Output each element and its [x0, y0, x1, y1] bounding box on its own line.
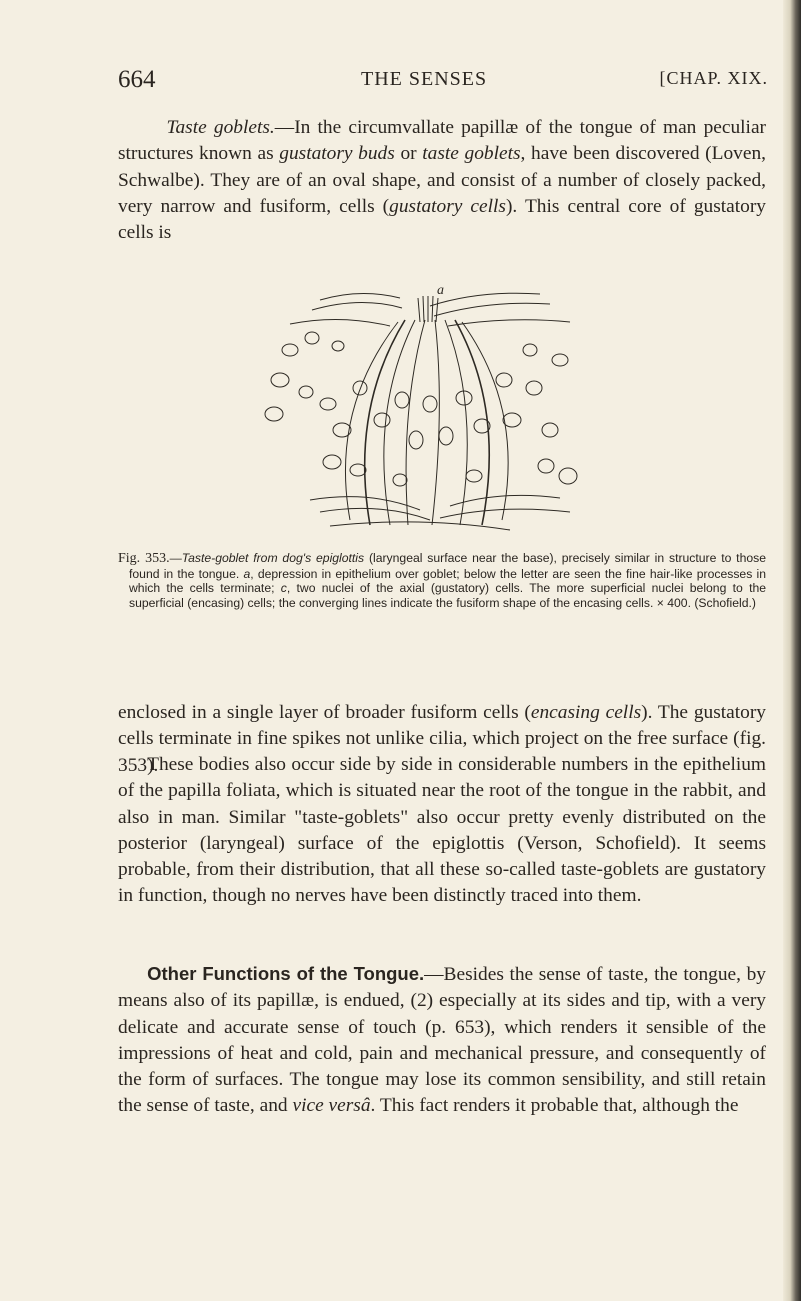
taste-goblet-engraving [250, 280, 590, 542]
figure-taste-goblet-illustration [250, 280, 590, 542]
section-heading-taste-goblets: Taste goblets. [166, 117, 275, 138]
figure-caption: Fig. 353.—Taste-goblet from dog's epiglottis (laryngeal surface near the base), precisely similar in structure to those found in the tongue. a, depression in epithelium over goblet; below the letter are seen the fine hair-like processes in which the cells terminate; c, two nuclei of the axial (gustatory) cells. The more superficial nuclei belong to the superficial (encasing) cells; the converging lines indicate the fusiform shape of the encasing cells. × 400. (Schofield.) [118, 551, 767, 610]
figure-number: Fig. 353. [118, 551, 170, 566]
paragraph-distribution: These bodies also occur side by side in considerable numbers in the epithelium of the papilla foliata, which is situated near the root of the tongue in the rabbit, and also in man. Similar "taste-goblets" also occur pretty evenly distributed on the posterior (laryngeal) surface of the epiglottis (Verson, Schofield). It seems probable, from their distribution, that all these so-called taste-goblets are gustatory in function, though no nerves have been distinctly traced into them. [118, 754, 766, 907]
page-edge-shadow [783, 0, 801, 1301]
paragraph-other-functions: Other Functions of the Tongue.—Besides the sense of taste, the tongue, by means also of its papillæ, is endued, (2) especially at its sides and tip, with a very delicate and accurate sense of touch (p. 653), which renders it sensible of the impressions of heat and cold, pain and mechanical pressure, and consequently of the form of surfaces. The tongue may lose its common sensibility, and still retain the sense of taste, and vice versâ. This fact renders it probable that, although the [118, 963, 766, 1117]
paragraph-taste-goblets: Taste goblets.—In the circumvallate papillæ of the tongue of man peculiar structures known as gustatory buds or taste goblets, have been discovered (Loven, Schwalbe). They are of an oval shape, and consist of a number of closely packed, very narrow and fusiform, cells (gustatory cells). This central core of gustatory cells is [118, 117, 767, 244]
paragraph-encasing-cells: enclosed in a single layer of broader fusiform cells (encasing cells). The gustatory cells terminate in fine spikes not unlike cilia, which project on the free surface (fig. 353). [118, 702, 766, 776]
chapter-label: [CHAP. XIX. [659, 68, 768, 88]
figure-label-a: a [437, 283, 444, 298]
page-header [118, 66, 768, 100]
page-number: 664 [118, 66, 156, 93]
running-title: THE SENSES [361, 68, 488, 90]
section-heading-other-functions: Other Functions of the Tongue. [147, 963, 425, 984]
